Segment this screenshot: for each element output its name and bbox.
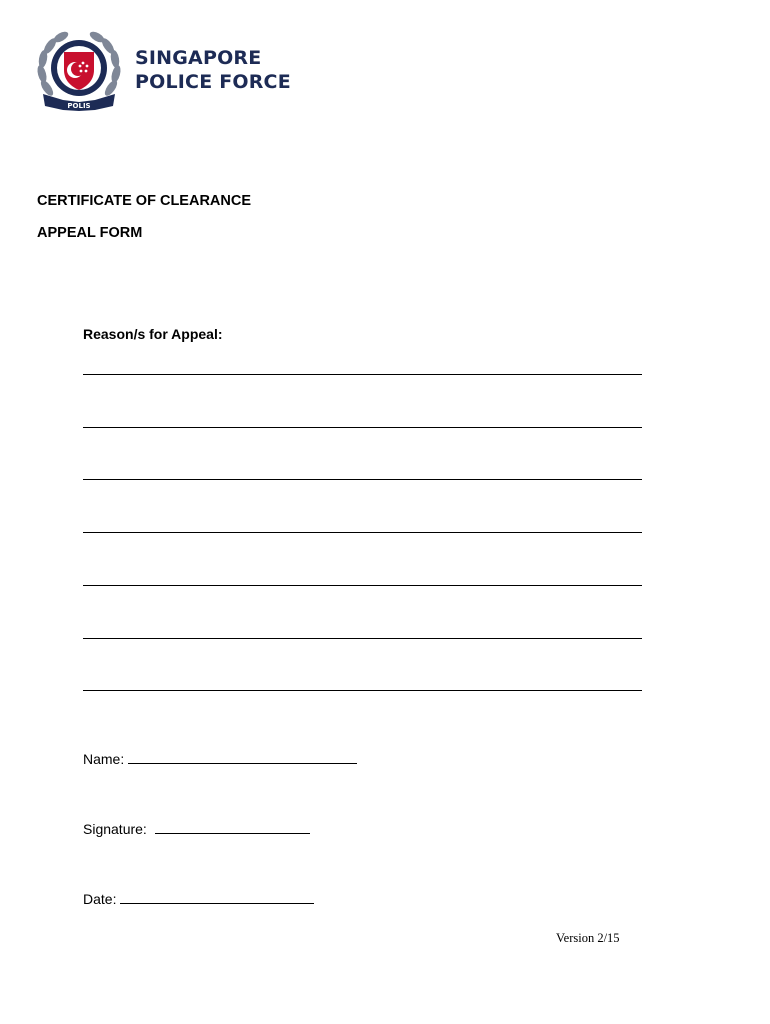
logo-line-1: SINGAPORE <box>135 47 262 69</box>
form-subtitle: APPEAL FORM <box>37 225 143 241</box>
name-blank[interactable] <box>128 749 357 764</box>
version-label: Version 2/15 <box>556 931 620 945</box>
date-blank[interactable] <box>120 889 314 904</box>
reason-line-3[interactable] <box>83 479 642 480</box>
reason-line-7[interactable] <box>83 690 642 691</box>
form-title: CERTIFICATE OF CLEARANCE <box>37 193 252 209</box>
reason-line-5[interactable] <box>83 585 642 586</box>
name-field <box>83 749 357 767</box>
reason-line-6[interactable] <box>83 638 642 639</box>
date-field <box>83 889 314 907</box>
logo-wordmark <box>135 46 291 94</box>
logo-line-2: POLICE FORCE <box>135 71 291 93</box>
signature-label: Signature: <box>83 821 147 837</box>
crest-banner-text: POLIS <box>67 102 91 110</box>
reason-line-2[interactable] <box>83 427 642 428</box>
name-label: Name: <box>83 751 125 767</box>
spf-logo <box>33 30 291 115</box>
reason-label: Reason/s for Appeal: <box>83 326 223 342</box>
reason-line-1[interactable] <box>83 374 642 375</box>
signature-blank[interactable] <box>155 819 310 834</box>
date-label: Date: <box>83 891 117 907</box>
reason-line-4[interactable] <box>83 532 642 533</box>
signature-field <box>83 819 310 837</box>
police-crest-icon <box>33 30 125 112</box>
